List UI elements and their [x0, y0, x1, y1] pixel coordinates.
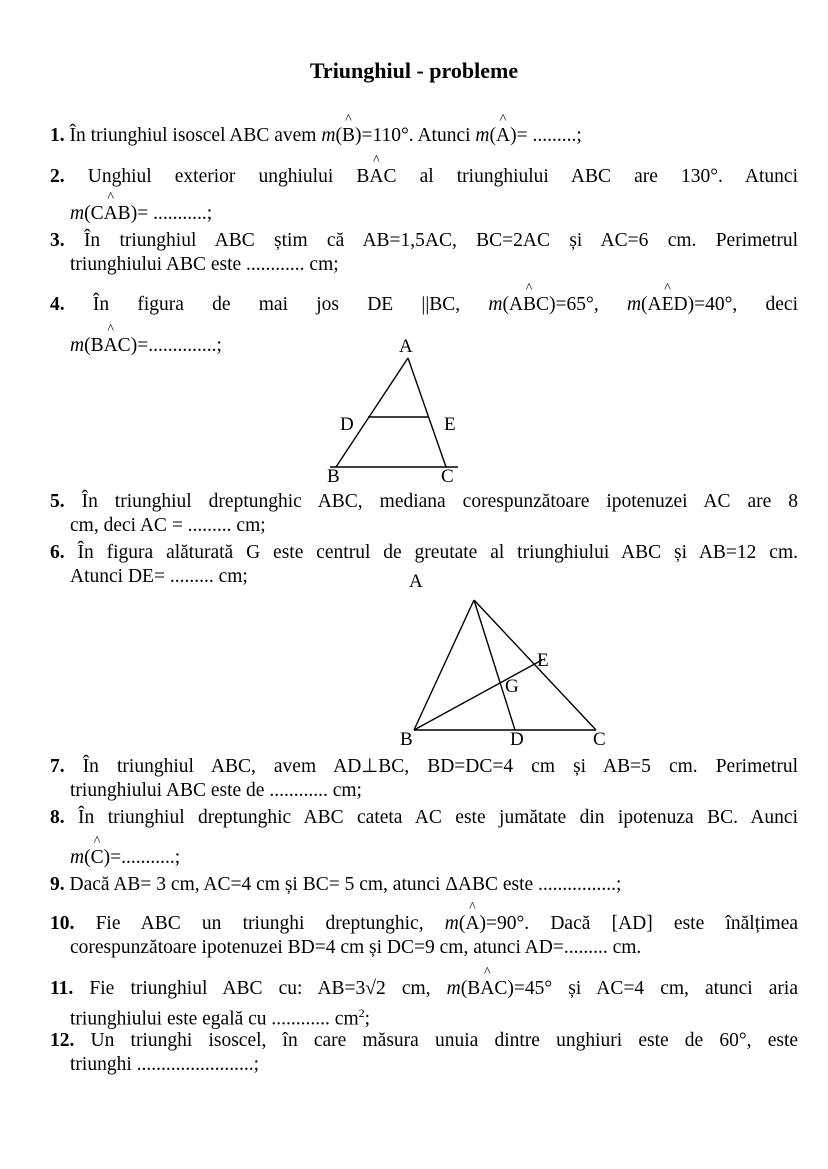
text: )=65°, [549, 294, 627, 315]
text: cm, deci AC = ......... cm; [70, 515, 266, 536]
vertex-label-c: C [441, 466, 454, 487]
problem-8 [50, 806, 798, 870]
vertex-label-a: A [409, 571, 423, 592]
text: ( [84, 203, 91, 224]
angle: ^ AED [648, 293, 688, 317]
vertex-label-d: D [510, 729, 524, 750]
problem-number: 8. [50, 807, 65, 828]
vertex-label-d: D [340, 414, 354, 435]
problem-number: 1. [50, 125, 65, 146]
text: ( [489, 125, 496, 146]
angle: ^ BAC [467, 977, 507, 1001]
angle: ^ A [465, 912, 479, 936]
problem-10 [50, 912, 798, 960]
text: În triunghiul dreptunghic ABC, mediana corespunzătoare ipotenuzei AC are 8 [81, 491, 798, 512]
text: Fie ABC un triunghi dreptunghic, [95, 913, 445, 934]
angle: ^ C [91, 846, 104, 870]
text: ( [84, 335, 91, 356]
problem-9 [50, 873, 798, 897]
text: În triunghiul isoscel ABC avem [69, 125, 322, 146]
text: m [444, 913, 459, 934]
problem-number: 4. [50, 294, 65, 315]
problem-number: 9. [50, 874, 65, 895]
vertex-label-e: E [444, 414, 456, 435]
problem-number: 6. [50, 542, 65, 563]
text: triunghiului este egală cu ............ cm [70, 1008, 359, 1030]
angle: ^ BAC [91, 334, 131, 358]
text: În figura de mai jos DE [92, 294, 422, 315]
text: Fie triunghiul ABC cu: AB=3√2 cm, [89, 978, 447, 999]
problem-12 [50, 1029, 798, 1077]
text: ( [458, 913, 466, 934]
problem-6 [50, 541, 798, 589]
angle: ^ BAC [356, 165, 396, 189]
text: m [488, 294, 503, 315]
text: )=45° și AC=4 cm, atunci aria [507, 978, 798, 999]
text: În triunghiul dreptunghic ABC cateta AC este jumătate din ipotenuza BC. Aunci [78, 807, 798, 828]
problem-number: 3. [50, 230, 65, 251]
angle: ^ CAB [91, 202, 131, 226]
vertex-label-g: G [505, 676, 519, 697]
text: BC, [429, 294, 489, 315]
text: triunghi ........................; [70, 1054, 260, 1075]
text: )=40°, deci [687, 294, 798, 315]
text: ; [364, 1008, 371, 1030]
text: Atunci DE= ......... cm; [70, 566, 248, 587]
superscript: 2 [358, 1006, 365, 1020]
problem-number: 5. [50, 491, 65, 512]
text: ( [335, 125, 342, 146]
text: m [626, 294, 642, 315]
vertex-label-e: E [537, 650, 549, 671]
angle: ^ ABC [509, 293, 549, 317]
text: ( [84, 847, 91, 868]
parallel-symbol: || [421, 294, 430, 315]
problem-number: 2. [50, 166, 65, 187]
text: m [321, 125, 336, 146]
text: )=...........; [103, 847, 181, 868]
problem-number: 10. [50, 913, 75, 934]
text: )= .........; [510, 125, 582, 146]
problem-11 [50, 977, 798, 1032]
text: m [446, 978, 461, 999]
vertex-label-c: C [593, 729, 606, 750]
text: ( [502, 294, 509, 315]
angle: ^ B [342, 124, 355, 148]
vertex-label-b: B [400, 729, 413, 750]
text: În figura alăturată G este centrul de greutate al triunghiului ABC și AB=12 cm. [77, 542, 799, 563]
text: m [70, 847, 85, 868]
text: )=110°. Atunci [354, 125, 476, 146]
text: Un triunghi isoscel, în care măsura unuia dintre unghiuri este de 60°, este [90, 1030, 799, 1051]
text: În triunghiul ABC știm că AB=1,5AC, BC=2AC și AC=6 cm. Perimetrul [83, 230, 799, 251]
text: În triunghiul ABC, avem AD⊥BC, BD=DC=4 cm și AB=5 cm. Perimetrul [82, 756, 799, 777]
text: al triunghiului ABC are 130°. Atunci [419, 166, 798, 187]
problem-number: 11. [50, 978, 74, 999]
problem-7 [50, 755, 798, 803]
text: triunghiului ABC este de ............ cm; [70, 780, 362, 801]
text: m [70, 203, 85, 224]
text: ( [460, 978, 468, 999]
problem-number: 7. [50, 756, 65, 777]
text: Unghiul exterior unghiului [87, 166, 357, 187]
angle: ^ A [496, 124, 510, 148]
text: triunghiului ABC este ............ cm; [70, 254, 339, 275]
vertex-label-a: A [399, 336, 413, 357]
text: Dacă AB= 3 cm, AC=4 cm și BC= 5 cm, atunci ΔABC este ................; [69, 874, 622, 895]
text: m [475, 125, 490, 146]
text: )=..............; [130, 335, 222, 356]
page-title: Triunghiul - probleme [309, 58, 519, 83]
text: )= ...........; [130, 203, 213, 224]
text: )=90°. Dacă [AD] este înălțimea [479, 913, 799, 934]
text: corespunzătoare ipotenuzei BD=4 cm și DC=9 cm, atunci AD=......... cm. [70, 937, 642, 958]
problem-5 [50, 490, 798, 538]
text: m [70, 335, 85, 356]
text: ( [641, 294, 648, 315]
vertex-label-b: B [327, 466, 340, 487]
problem-number: 12. [50, 1030, 75, 1051]
